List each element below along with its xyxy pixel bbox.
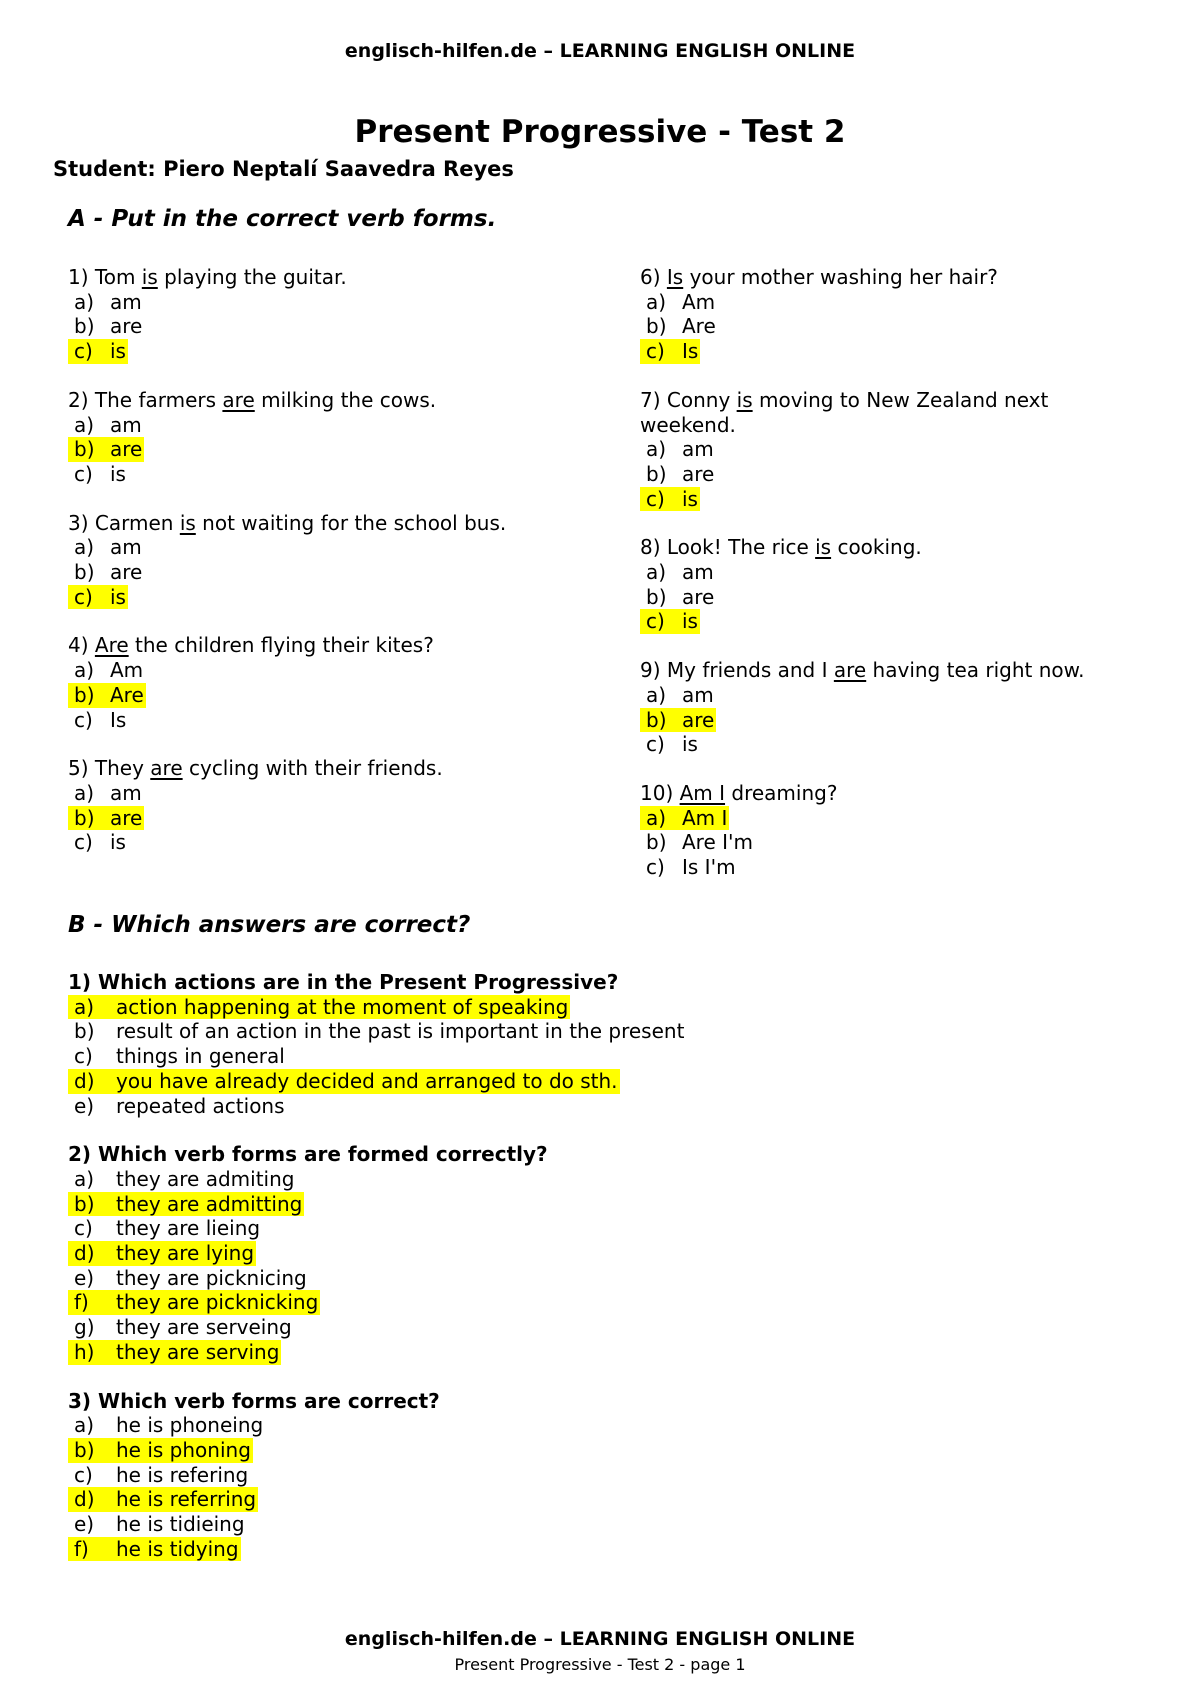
option-text: he is tidying — [116, 1536, 239, 1561]
answer-option[interactable] — [68, 1512, 1148, 1537]
answer-option[interactable] — [68, 1241, 1148, 1266]
answer-option[interactable] — [68, 1266, 1148, 1291]
highlighted-answer — [640, 806, 729, 831]
highlighted-answer — [68, 1241, 256, 1266]
question-number: 1) — [68, 265, 95, 289]
answer-option[interactable] — [68, 1487, 1148, 1512]
question-text-before: Look! The rice — [666, 535, 816, 560]
option-letter: f) — [74, 1536, 89, 1561]
option-letter: a) — [646, 560, 667, 585]
question-b-1 — [68, 970, 1148, 1118]
answer-choice — [68, 1463, 250, 1488]
highlighted-answer — [640, 487, 700, 512]
question-text-after: not waiting for the school bus. — [195, 510, 507, 535]
highlighted-answer — [68, 1192, 304, 1217]
question-a-3 — [68, 511, 628, 610]
answer-option[interactable] — [68, 585, 628, 610]
question-text-after: having tea right now. — [866, 658, 1085, 683]
footer-site: englisch-hilfen.de – LEARNING ENGLISH ONLINE — [344, 1628, 856, 1650]
answer-blank: is — [179, 510, 196, 535]
option-letter: a) — [74, 412, 95, 437]
option-text: they are serving — [116, 1339, 280, 1364]
footer-page-info: Present Progressive - Test 2 - page 1 — [454, 1655, 746, 1674]
answer-choice — [68, 1413, 265, 1438]
answer-choice — [640, 560, 716, 585]
option-text: are — [110, 314, 143, 339]
option-text: am — [682, 560, 714, 585]
answer-option[interactable] — [68, 1019, 1148, 1044]
answer-choice — [68, 314, 144, 339]
option-text: am — [110, 412, 142, 437]
question-number: 3) — [68, 510, 95, 535]
option-letter: e) — [74, 1093, 95, 1118]
question-stem: 2) Which verb forms are formed correctly? — [68, 1142, 548, 1167]
answer-choice — [640, 437, 716, 462]
option-letter: g) — [74, 1315, 95, 1340]
answer-option[interactable] — [68, 314, 628, 339]
answer-choice — [68, 1266, 309, 1291]
option-text: they are picknicking — [116, 1290, 319, 1315]
option-letter: b) — [74, 805, 95, 830]
answer-option[interactable] — [640, 314, 1140, 339]
answer-option[interactable] — [640, 806, 1140, 831]
question-number: 2) — [68, 387, 95, 412]
option-text: they are picknicing — [116, 1265, 307, 1290]
answer-choice — [68, 708, 128, 733]
option-text: result of an action in the past is important in the present — [116, 1019, 685, 1044]
highlighted-answer — [68, 339, 128, 364]
answer-choice — [68, 560, 144, 585]
answer-choice — [68, 1044, 287, 1069]
option-text: is — [682, 609, 698, 634]
answer-choice — [68, 462, 128, 487]
question-a-6 — [640, 265, 1140, 364]
question-number: 6) — [640, 265, 667, 289]
answer-blank: are — [833, 658, 867, 683]
option-letter: h) — [74, 1339, 95, 1364]
question-stem — [68, 511, 628, 536]
option-text: are — [110, 805, 143, 830]
option-text: Are — [682, 314, 716, 339]
question-stem — [640, 781, 1140, 806]
option-letter: a) — [74, 1166, 95, 1191]
option-text: they are admitting — [116, 1191, 303, 1216]
section-a-heading: A - Put in the correct verb forms. — [68, 206, 497, 232]
option-text: are — [110, 560, 143, 585]
answer-blank: Are — [94, 633, 129, 658]
answer-choice — [68, 658, 145, 683]
question-text-before: The farmers — [94, 387, 223, 412]
option-text: you have already decided and arranged to do sth. — [116, 1068, 618, 1093]
answer-choice — [68, 1167, 296, 1192]
option-letter: a) — [74, 1413, 95, 1438]
question-number: 9) — [640, 658, 667, 683]
answer-option[interactable] — [640, 708, 1140, 733]
answer-option[interactable] — [640, 683, 1140, 708]
question-a-10 — [640, 781, 1140, 880]
option-text: Am — [110, 658, 144, 683]
question-stem: 1) Which actions are in the Present Progressive? — [68, 970, 619, 994]
question-a-8 — [640, 535, 1140, 634]
option-letter: a) — [646, 289, 667, 314]
answer-choice — [640, 462, 716, 487]
option-text: am — [110, 289, 142, 314]
question-a-4 — [68, 633, 628, 732]
option-letter: b) — [646, 461, 667, 486]
answer-option[interactable] — [68, 1463, 1148, 1488]
question-text-after: milking the cows. — [254, 387, 437, 412]
answer-option[interactable] — [640, 830, 1140, 855]
answer-choice — [68, 1512, 247, 1537]
question-text-before: Tom — [94, 265, 142, 289]
answer-option[interactable] — [68, 683, 628, 708]
answer-option[interactable] — [68, 1537, 1148, 1562]
question-number: 8) — [640, 535, 667, 560]
option-text: Is — [682, 339, 699, 364]
option-text: he is referring — [116, 1487, 257, 1512]
option-letter: a) — [74, 780, 95, 805]
answer-option[interactable] — [68, 1290, 1148, 1315]
option-text: Is I'm — [682, 855, 736, 880]
highlighted-answer — [68, 683, 146, 708]
highlighted-answer — [68, 1290, 320, 1315]
answer-choice — [68, 830, 128, 855]
answer-blank: are — [150, 756, 183, 781]
option-letter: c) — [74, 1044, 93, 1069]
answer-option[interactable] — [68, 830, 628, 855]
option-letter: b) — [74, 314, 95, 339]
option-text: is — [110, 339, 126, 364]
answer-option[interactable] — [640, 585, 1140, 610]
highlighted-answer — [68, 1537, 241, 1562]
option-text: Are I'm — [682, 830, 754, 855]
option-text: is — [682, 732, 698, 757]
answer-option[interactable] — [68, 1340, 1148, 1365]
question-stem: 3) Which verb forms are correct? — [68, 1388, 440, 1413]
option-letter: a) — [74, 535, 95, 560]
option-text: he is tidieing — [116, 1512, 245, 1537]
option-text: am — [682, 437, 714, 462]
option-letter: c) — [646, 609, 665, 634]
highlighted-answer — [640, 609, 700, 634]
question-text-after: dreaming? — [725, 780, 838, 805]
option-letter: b) — [74, 682, 95, 707]
option-letter: c) — [646, 732, 665, 757]
option-text: they are lying — [116, 1241, 255, 1266]
highlighted-answer — [640, 708, 716, 733]
option-letter: c) — [74, 339, 93, 364]
option-letter: e) — [74, 1512, 95, 1537]
answer-option[interactable] — [68, 708, 628, 733]
option-letter: e) — [74, 1265, 95, 1290]
question-number: 4) — [68, 633, 95, 658]
option-letter: a) — [74, 658, 95, 683]
option-text: are — [682, 584, 715, 609]
highlighted-answer — [68, 1438, 253, 1463]
option-letter: c) — [74, 1216, 93, 1241]
answer-option[interactable] — [68, 1438, 1148, 1463]
answer-choice — [640, 830, 755, 855]
answer-choice — [640, 683, 716, 708]
answer-option[interactable] — [640, 487, 1140, 512]
question-text-after: your mother washing her hair? — [683, 265, 998, 289]
option-letter: b) — [74, 1191, 95, 1216]
option-text: he is refering — [116, 1462, 249, 1487]
option-letter: c) — [74, 461, 93, 486]
answer-option[interactable] — [640, 339, 1140, 364]
answer-choice — [640, 585, 716, 610]
option-letter: c) — [74, 584, 93, 609]
option-letter: b) — [646, 314, 667, 339]
question-number: 10) — [640, 780, 680, 805]
answer-option[interactable] — [68, 290, 628, 315]
option-letter: c) — [646, 486, 665, 511]
question-text-after: moving to New Zealand next — [752, 387, 1049, 412]
question-text-before: Conny — [666, 387, 737, 412]
question-stem — [640, 658, 1140, 683]
question-a-7 — [640, 388, 1140, 512]
answer-option[interactable] — [68, 995, 1148, 1020]
answer-option[interactable] — [640, 732, 1140, 757]
option-letter: c) — [74, 707, 93, 732]
answer-option[interactable] — [68, 1069, 1148, 1094]
question-a-2 — [68, 388, 628, 487]
option-text: am — [682, 682, 714, 707]
option-letter: d) — [74, 1487, 95, 1512]
question-text-after: cycling with their friends. — [182, 756, 443, 781]
question-b-2 — [68, 1142, 1148, 1364]
highlighted-answer — [640, 339, 700, 364]
option-text: is — [110, 461, 126, 486]
question-a-9 — [640, 658, 1140, 757]
answer-choice — [640, 855, 738, 880]
option-letter: a) — [74, 289, 95, 314]
answer-option[interactable] — [68, 1044, 1148, 1069]
answer-blank: Am I — [679, 780, 726, 805]
answer-option[interactable] — [68, 413, 628, 438]
section-a-right-column — [640, 265, 1140, 904]
answer-choice — [68, 535, 144, 560]
highlighted-answer — [68, 806, 144, 831]
option-text: are — [682, 461, 715, 486]
highlighted-answer — [68, 1340, 281, 1365]
answer-option[interactable] — [68, 1216, 1148, 1241]
answer-blank: is — [141, 265, 158, 289]
answer-option[interactable] — [640, 609, 1140, 634]
option-text: repeated actions — [116, 1093, 285, 1118]
question-stem — [68, 388, 628, 413]
question-stem — [68, 265, 628, 290]
answer-option[interactable] — [68, 560, 628, 585]
option-text: they are serveing — [116, 1315, 292, 1340]
question-stem — [68, 756, 628, 781]
answer-option[interactable] — [640, 855, 1140, 880]
answer-choice — [68, 290, 144, 315]
option-text: is — [110, 584, 126, 609]
answer-option[interactable] — [640, 462, 1140, 487]
option-letter: d) — [74, 1241, 95, 1266]
option-letter: c) — [74, 830, 93, 855]
question-number: 5) — [68, 756, 95, 781]
answer-option[interactable] — [68, 781, 628, 806]
answer-option[interactable] — [68, 535, 628, 560]
option-text: is — [682, 486, 698, 511]
page-title: Present Progressive - Test 2 — [354, 114, 846, 150]
answer-option[interactable] — [68, 1094, 1148, 1119]
answer-option[interactable] — [68, 806, 628, 831]
highlighted-answer — [68, 995, 570, 1020]
answer-blank: Is — [666, 265, 684, 289]
question-stem — [640, 535, 1140, 560]
option-letter: c) — [646, 855, 665, 880]
question-stem — [68, 633, 628, 658]
answer-option[interactable] — [640, 437, 1140, 462]
answer-option[interactable] — [68, 1413, 1148, 1438]
question-text-before: They — [94, 756, 151, 781]
answer-option[interactable] — [68, 1192, 1148, 1217]
option-text: he is phoneing — [116, 1413, 264, 1438]
answer-choice — [68, 1019, 686, 1044]
option-text: things in general — [116, 1044, 285, 1069]
option-text: they are lieing — [116, 1216, 261, 1241]
option-letter: d) — [74, 1068, 95, 1093]
section-a-left-column — [68, 265, 628, 879]
answer-choice — [68, 1094, 287, 1119]
question-text-before: Carmen — [94, 510, 180, 535]
option-text: Is — [110, 707, 127, 732]
answer-option[interactable] — [68, 339, 628, 364]
option-text: they are admiting — [116, 1166, 295, 1191]
option-text: Am I — [682, 805, 728, 830]
question-number: 7) — [640, 387, 667, 412]
question-stem — [640, 265, 1140, 290]
answer-blank: is — [736, 387, 753, 412]
highlighted-answer — [68, 1069, 620, 1094]
option-letter: a) — [646, 437, 667, 462]
answer-blank: is — [815, 535, 832, 560]
option-text: are — [110, 437, 143, 462]
question-text-continued: weekend. — [640, 412, 736, 437]
highlighted-answer — [68, 1487, 258, 1512]
question-a-5 — [68, 756, 628, 855]
option-letter: b) — [646, 830, 667, 855]
option-text: action happening at the moment of speaking — [116, 994, 569, 1019]
answer-option[interactable] — [68, 462, 628, 487]
option-text: Are — [110, 682, 144, 707]
answer-option[interactable] — [640, 290, 1140, 315]
question-text-after: cooking. — [831, 535, 922, 560]
question-b-3 — [68, 1389, 1148, 1562]
question-text-after: the children flying their kites? — [128, 633, 434, 658]
answer-choice — [68, 1315, 294, 1340]
option-letter: b) — [74, 437, 95, 462]
answer-blank: are — [222, 387, 255, 412]
answer-choice — [640, 732, 700, 757]
highlighted-answer — [68, 437, 144, 462]
answer-choice — [640, 290, 717, 315]
option-letter: b) — [74, 560, 95, 585]
option-text: Am — [682, 289, 716, 314]
option-letter: a) — [646, 805, 667, 830]
option-letter: b) — [646, 707, 667, 732]
page-header: englisch-hilfen.de – LEARNING ENGLISH ONLINE — [344, 40, 856, 62]
option-text: am — [110, 535, 142, 560]
option-text: are — [682, 707, 715, 732]
option-text: am — [110, 780, 142, 805]
answer-option[interactable] — [68, 437, 628, 462]
highlighted-answer — [68, 585, 128, 610]
option-letter: c) — [74, 1462, 93, 1487]
question-text-before: My friends and I — [666, 658, 834, 683]
option-text: is — [110, 830, 126, 855]
answer-option[interactable] — [68, 658, 628, 683]
question-text-after: playing the guitar. — [157, 265, 347, 289]
option-letter: f) — [74, 1290, 89, 1315]
option-letter: c) — [646, 339, 665, 364]
answer-option[interactable] — [68, 1315, 1148, 1340]
answer-choice — [68, 413, 144, 438]
answer-choice — [68, 781, 144, 806]
answer-choice — [68, 1216, 262, 1241]
section-b-questions — [68, 970, 1148, 1585]
option-text: he is phoning — [116, 1437, 251, 1462]
answer-choice — [640, 314, 718, 339]
section-b-heading: B - Which answers are correct? — [68, 912, 471, 938]
answer-option[interactable] — [68, 1167, 1148, 1192]
option-letter: b) — [646, 584, 667, 609]
option-letter: a) — [74, 994, 95, 1019]
option-letter: b) — [74, 1019, 95, 1044]
student-name: Student: Piero Neptalí Saavedra Reyes — [53, 157, 514, 181]
question-stem — [640, 388, 1140, 413]
option-letter: a) — [646, 682, 667, 707]
option-letter: b) — [74, 1437, 95, 1462]
answer-option[interactable] — [640, 560, 1140, 585]
question-a-1 — [68, 265, 628, 364]
